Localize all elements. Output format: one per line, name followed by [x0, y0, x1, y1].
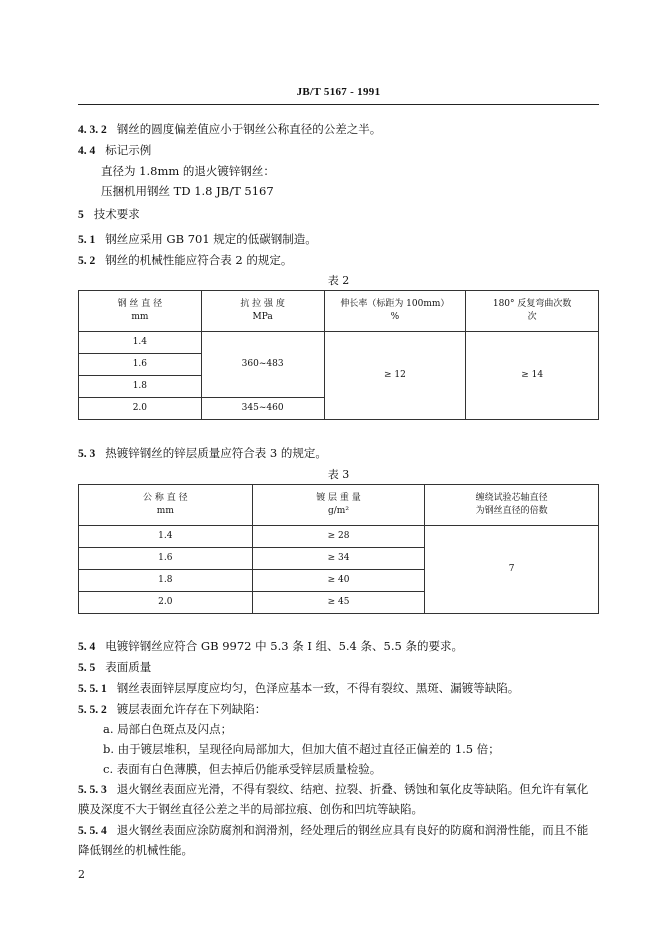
section-number: 5: [78, 209, 84, 221]
clause-5-5-1: [78, 680, 519, 697]
cell-tensile-strength: 345~460: [201, 398, 324, 420]
cell-diameter: 1.4: [79, 526, 253, 548]
clause-text: 热镀锌钢丝的锌层质量应符合表 3 的规定。: [105, 446, 327, 460]
section-title: 技术要求: [93, 207, 140, 221]
clause-number: 5. 2: [78, 255, 96, 267]
clause-5-5-4-continuation: 降低钢丝的机械性能。: [78, 843, 193, 857]
section-5: [78, 206, 140, 223]
clause-number: 5. 4: [78, 641, 96, 653]
header-elongation: 伸长率（标距为 100mm） %: [324, 291, 466, 332]
clause-5-5-2: [78, 701, 266, 718]
header-coating-weight: 镀 层 重 量 g/m²: [252, 485, 425, 526]
clause-text: 钢丝的圆度偏差值应小于钢丝公称直径的公差之半。: [116, 122, 382, 136]
clause-text: 镀层表面允许存在下列缺陷：: [116, 702, 267, 716]
cell-diameter: 1.6: [79, 354, 202, 376]
clause-text: 电镀锌钢丝应符合 GB 9972 中 5.3 条 Ⅰ 组、5.4 条、5.5 条的要求。: [105, 639, 463, 653]
table-row: [79, 526, 599, 548]
clause-number: 5. 5. 2: [78, 704, 107, 716]
list-item: c. 表面有白色薄膜，但去掉后仍能承受锌层质量检验。: [103, 762, 382, 776]
table-2-caption: 表 2: [327, 274, 350, 287]
clause-5-3: [78, 445, 327, 462]
clause-number: 5. 1: [78, 234, 96, 246]
clause-number: 5. 5: [78, 662, 96, 674]
cell-elongation: ≥ 12: [324, 332, 466, 420]
table-3: [78, 484, 599, 614]
cell-diameter: 1.8: [79, 570, 253, 592]
table-header-row: [79, 291, 599, 332]
page-number: 2: [78, 868, 85, 881]
clause-number: 5. 5. 4: [78, 825, 107, 837]
clause-number: 4. 3. 2: [78, 124, 107, 136]
clause-number: 5. 5. 1: [78, 683, 107, 695]
clause-5-1: [78, 231, 317, 248]
header-rule: [78, 104, 599, 105]
cell-coating-weight: ≥ 34: [252, 548, 425, 570]
cell-coating-weight: ≥ 28: [252, 526, 425, 548]
marking-example-description: 直径为 1.8mm 的退火镀锌钢丝：: [101, 164, 275, 178]
clause-text: 退火钢丝表面应涂防腐剂和润滑剂，经处理后的钢丝应具有良好的防腐和润滑性能，而且不能: [116, 823, 589, 837]
marking-example-code: 压捆机用钢丝 TD 1.8 JB/T 5167: [101, 184, 274, 198]
cell-tensile-strength: 360~483: [201, 332, 324, 398]
clause-title: 表面质量: [105, 660, 152, 674]
list-item: b. 由于镀层堆积，呈现径向局部加大，但加大值不超过直径正偏差的 1.5 倍；: [103, 742, 500, 756]
standard-header: JB/T 5167 - 1991: [296, 86, 381, 98]
cell-mandrel-ratio: 7: [425, 526, 599, 614]
cell-diameter: 2.0: [79, 592, 253, 614]
clause-text: 钢丝表面锌层厚度应均匀，色泽应基本一致，不得有裂纹、黑斑、漏镀等缺陷。: [116, 681, 520, 695]
cell-diameter: 1.4: [79, 332, 202, 354]
table-row: [79, 332, 599, 354]
clause-5-5-3-continuation: 膜及深度不大于钢丝直径公差之半的局部拉痕、创伤和凹坑等缺陷。: [78, 802, 423, 816]
clause-5-5-3: [78, 781, 588, 798]
table-2: [78, 290, 599, 420]
clause-4-4: [78, 142, 151, 159]
clause-number: 5. 5. 3: [78, 784, 107, 796]
clause-text: 钢丝应采用 GB 701 规定的低碳钢制造。: [105, 232, 317, 246]
clause-number: 5. 3: [78, 448, 96, 460]
cell-diameter: 1.6: [79, 548, 253, 570]
cell-coating-weight: ≥ 40: [252, 570, 425, 592]
cell-diameter: 1.8: [79, 376, 202, 398]
clause-title: 标记示例: [105, 143, 152, 157]
clause-text: 退火钢丝表面应光滑，不得有裂纹、结疤、拉裂、折叠、锈蚀和氧化皮等缺陷。但允许有氧化: [116, 782, 589, 796]
list-item: a. 局部白色斑点及闪点；: [103, 722, 233, 736]
table-3-caption: 表 3: [327, 468, 350, 481]
header-bend-count: 180° 反复弯曲次数 次: [466, 291, 599, 332]
clause-number: 4. 4: [78, 145, 96, 157]
cell-bend-count: ≥ 14: [466, 332, 599, 420]
clause-5-4: [78, 638, 463, 655]
header-mandrel-ratio: 缠绕试验芯轴直径 为钢丝直径的倍数: [425, 485, 599, 526]
table-header-row: [79, 485, 599, 526]
header-diameter: 钢 丝 直 径 mm: [79, 291, 202, 332]
clause-5-5: [78, 659, 151, 676]
clause-4-3-2: [78, 121, 381, 138]
header-nominal-diameter: 公 称 直 径 mm: [79, 485, 253, 526]
clause-5-2: [78, 252, 292, 269]
cell-coating-weight: ≥ 45: [252, 592, 425, 614]
header-tensile-strength: 抗 拉 强 度 MPa: [201, 291, 324, 332]
clause-5-5-4: [78, 822, 588, 839]
clause-text: 钢丝的机械性能应符合表 2 的规定。: [105, 253, 293, 267]
cell-diameter: 2.0: [79, 398, 202, 420]
